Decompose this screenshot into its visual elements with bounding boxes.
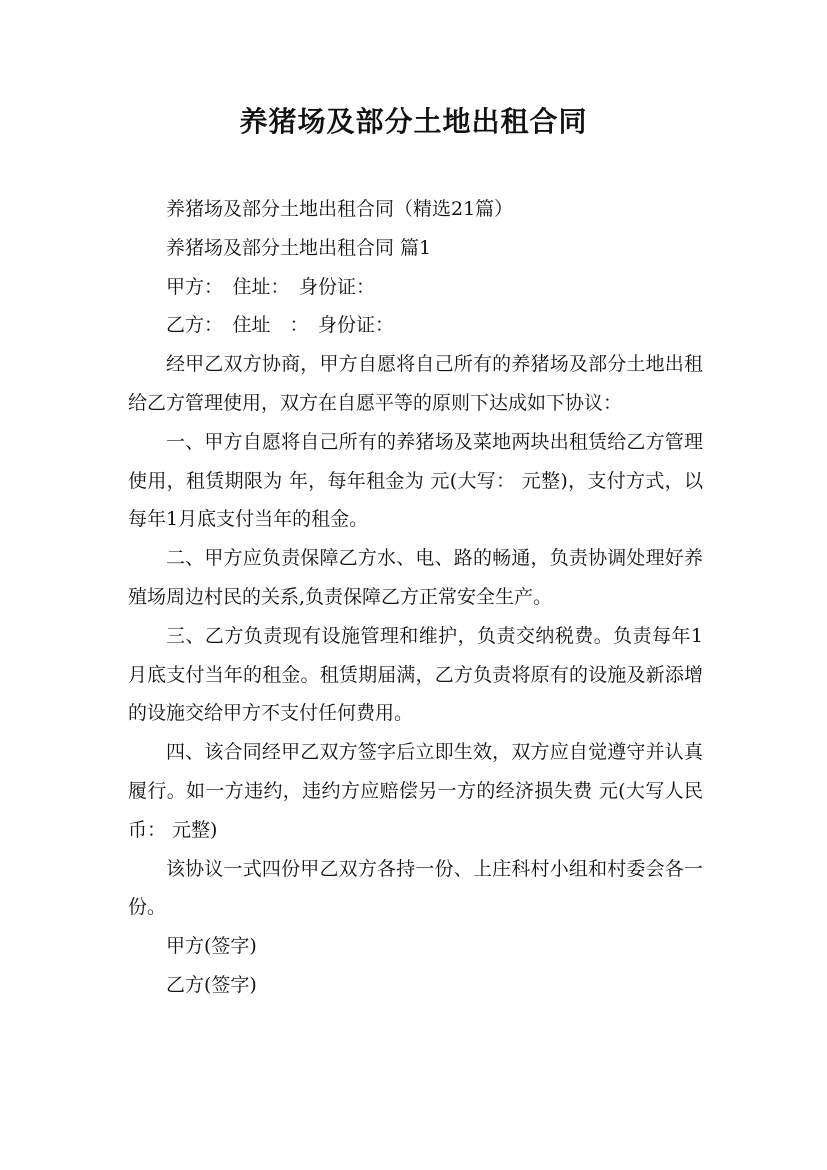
paragraph-party-b-signature: 乙方(签字): [166, 973, 257, 996]
paragraph-preamble: 经甲乙双方协商，甲方自愿将自己所有的养猪场及部分土地出租给乙方管理使用，双方在自愿平等的原则下达成如下协议：: [128, 353, 703, 414]
paragraph-copies: 该协议一式四份甲乙双方各持一份、上庄科村小组和村委会各一份。: [128, 857, 703, 919]
paragraph-subtitle: 养猪场及部分土地出租合同（精选21篇）: [166, 198, 514, 220]
paragraph-clause-2: 二、甲方应负责保障乙方水、电、路的畅通，负责协调处理好养殖场周边村民的关系,负责保障乙方正常安全生产。: [128, 547, 703, 608]
paragraph-clause-1: 一、甲方自愿将自己所有的养猪场及菜地两块出租赁给乙方管理使用，租赁期限为 年，每年租金为 元(大写： 元整)，支付方式，以每年1月底支付当年的租金。: [128, 430, 703, 531]
document-title: 养猪场及部分土地出租合同: [239, 105, 588, 138]
document-body: [128, 190, 703, 1005]
paragraph-clause-4: 四、该合同经甲乙双方签字后立即生效，双方应自觉遵守并认真履行。如一方违约，违约方应赔偿另一方的经济损失费 元(大写人民币： 元整): [128, 741, 703, 841]
paragraph-party-b-info: 乙方： 住址 ： 身份证：: [166, 314, 395, 337]
paragraph-section-heading: 养猪场及部分土地出租合同 篇1: [166, 236, 432, 259]
paragraph-clause-3: 三、乙方负责现有设施管理和维护，负责交纳税费。负责每年1月底支付当年的租金。租赁期届满，乙方负责将原有的设施及新添增的设施交给甲方不支付任何费用。: [128, 624, 703, 725]
paragraph-party-a-signature: 甲方(签字): [166, 935, 257, 958]
paragraph-party-a-info: 甲方： 住址： 身份证：: [166, 275, 376, 298]
